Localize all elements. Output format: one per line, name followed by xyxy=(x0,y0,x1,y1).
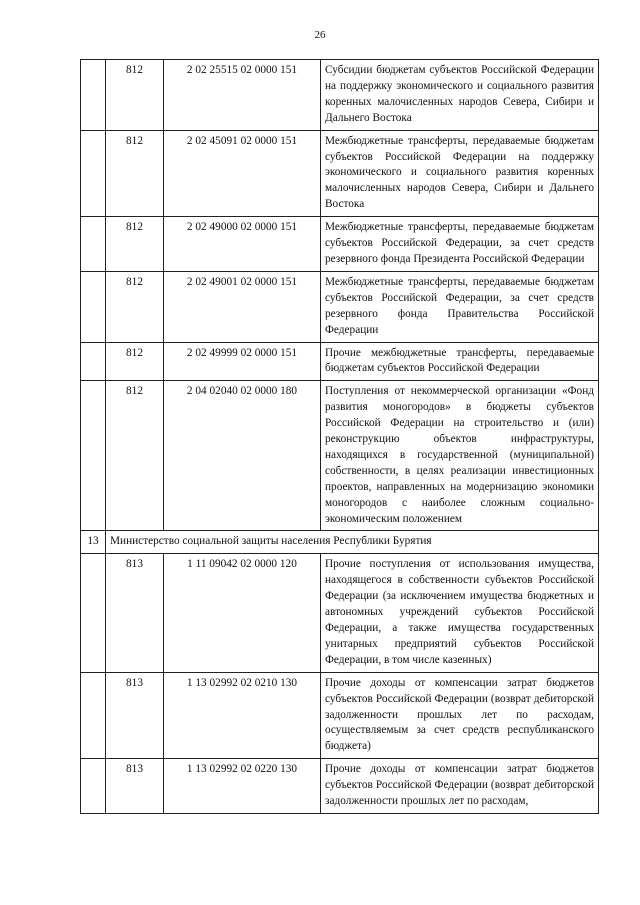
revenue-code-cell: 2 02 25515 02 0000 151 xyxy=(164,60,321,131)
row-number-cell xyxy=(81,342,106,381)
admin-code-cell: 813 xyxy=(106,554,164,672)
table-row xyxy=(81,672,599,759)
table-row xyxy=(81,554,599,672)
table-row xyxy=(81,60,599,131)
revenue-code-cell: 2 02 49001 02 0000 151 xyxy=(164,271,321,342)
table-row xyxy=(81,130,599,217)
revenue-name-cell: Межбюджетные трансферты, передаваемые бюджетам субъектов Российской Федерации, за счет средств резервного фонда Президента Российской Федерации xyxy=(321,217,599,272)
revenue-name-cell: Межбюджетные трансферты, передаваемые бюджетам субъектов Российской Федерации, за счет средств резервного фонда Правительства Российской Федерации xyxy=(321,271,599,342)
revenue-code-cell: 1 11 09042 02 0000 120 xyxy=(164,554,321,672)
admin-code-cell: 813 xyxy=(106,672,164,759)
row-number-cell xyxy=(81,130,106,217)
row-number-cell xyxy=(81,217,106,272)
row-number-cell xyxy=(81,759,106,814)
revenue-codes-table xyxy=(80,59,599,814)
admin-code-cell: 812 xyxy=(106,271,164,342)
admin-code-cell: 812 xyxy=(106,342,164,381)
table-row xyxy=(81,759,599,814)
revenue-name-cell: Межбюджетные трансферты, передаваемые бюджетам субъектов Российской Федерации на поддержку экономического и социального развития коренных малочисленных народов Севера, Сибири и Дальнего Востока xyxy=(321,130,599,217)
admin-code-cell: 812 xyxy=(106,217,164,272)
row-number-cell xyxy=(81,672,106,759)
page-number: 26 xyxy=(314,29,326,41)
revenue-name-cell: Прочие поступления от использования имущества, находящегося в собственности субъектов Российской Федерации (за исключением имущества бюджетных и автономных учреждений субъектов Российской Федерации, а также имущества государственных унитарных предприятий субъектов Российской Федерации, в том числе казенных) xyxy=(321,554,599,672)
table-row xyxy=(81,271,599,342)
table-row xyxy=(81,342,599,381)
revenue-name-cell: Прочие доходы от компенсации затрат бюджетов субъектов Российской Федерации (возврат дебиторской задолженности прошлых лет по расходам, осуществляемым за счет средств республиканского бюджета) xyxy=(321,672,599,759)
section-number: 13 xyxy=(81,531,106,554)
revenue-code-cell: 1 13 02992 02 0220 130 xyxy=(164,759,321,814)
admin-code-cell: 812 xyxy=(106,60,164,131)
admin-code-cell: 812 xyxy=(106,381,164,531)
section-title: Министерство социальной защиты населения Республики Бурятия xyxy=(106,531,599,554)
revenue-code-cell: 1 13 02992 02 0210 130 xyxy=(164,672,321,759)
revenue-name-cell: Прочие доходы от компенсации затрат бюджетов субъектов Российской Федерации (возврат дебиторской задолженности прошлых лет по расходам, xyxy=(321,759,599,814)
row-number-cell xyxy=(81,381,106,531)
row-number-cell xyxy=(81,554,106,672)
table-row xyxy=(81,217,599,272)
revenue-name-cell: Прочие межбюджетные трансферты, передаваемые бюджетам субъектов Российской Федерации xyxy=(321,342,599,381)
revenue-name-cell: Субсидии бюджетам субъектов Российской Федерации на поддержку экономического и социального развития коренных малочисленных народов Севера, Сибири и Дальнего Востока xyxy=(321,60,599,131)
revenue-name-cell: Поступления от некоммерческой организации «Фонд развития моногородов» в бюджеты субъектов Российской Федерации на строительство и (или) реконструкцию объектов инфраструктуры, находящихся в государственной (муниципальной) собственности, в целях реализации инвестиционных проектов, направленных на модернизацию экономики моногородов с наиболее сложным социально-экономическим положением xyxy=(321,381,599,531)
revenue-code-cell: 2 04 02040 02 0000 180 xyxy=(164,381,321,531)
table-row xyxy=(81,381,599,531)
row-number-cell xyxy=(81,60,106,131)
revenue-code-cell: 2 02 49999 02 0000 151 xyxy=(164,342,321,381)
row-number-cell xyxy=(81,271,106,342)
revenue-code-cell: 2 02 45091 02 0000 151 xyxy=(164,130,321,217)
section-row xyxy=(81,531,599,554)
admin-code-cell: 813 xyxy=(106,759,164,814)
admin-code-cell: 812 xyxy=(106,130,164,217)
revenue-code-cell: 2 02 49000 02 0000 151 xyxy=(164,217,321,272)
